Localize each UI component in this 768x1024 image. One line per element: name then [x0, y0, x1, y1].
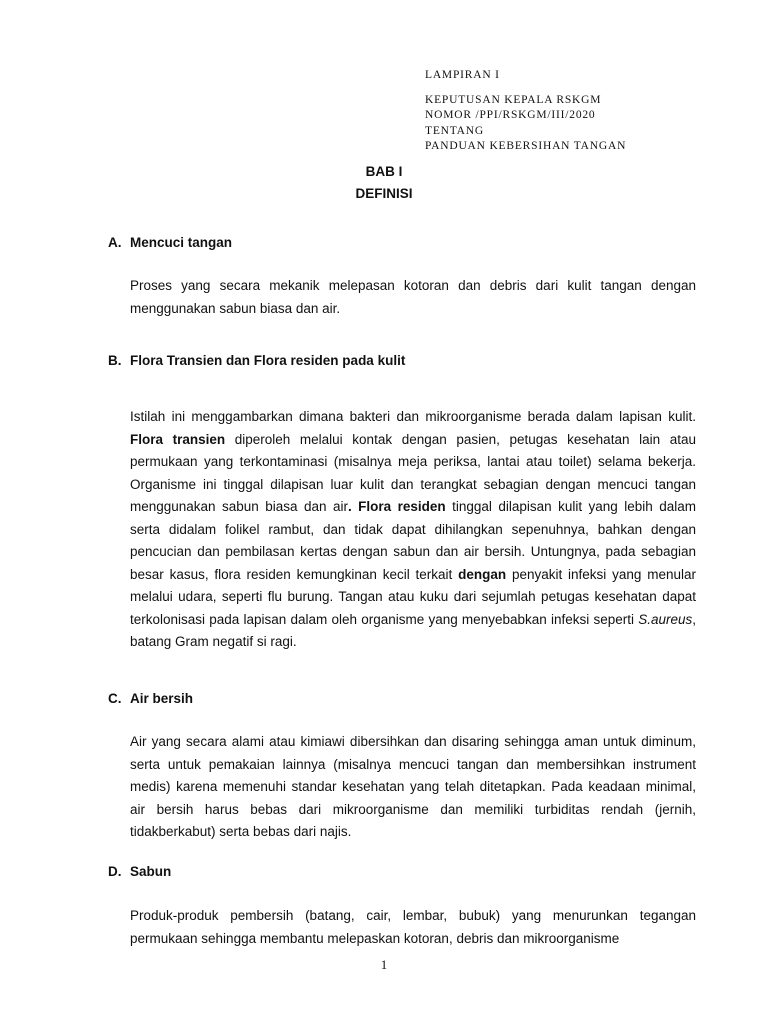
- section-b-letter: B.: [108, 353, 122, 368]
- header-subject: PANDUAN KEBERSIHAN TANGAN: [425, 140, 627, 152]
- section-b-paragraph: [130, 406, 696, 654]
- section-d-text: Produk-produk pembersih (batang, cair, lembar, bubuk) yang menurunkan tegangan permukaan sehingga membantu melepaskan kotoran, debris dan mikroorganisme: [130, 908, 696, 946]
- bold-dengan: dengan: [458, 566, 507, 582]
- chapter-title: DEFINISI: [355, 186, 413, 201]
- section-a-title: Mencuci tangan: [130, 235, 233, 250]
- header-attachment: LAMPIRAN I: [425, 69, 500, 81]
- document-header: [425, 68, 626, 155]
- section-a-paragraph: [130, 275, 696, 320]
- section-b-text-5: , batang Gram negatif si ragi.: [130, 611, 696, 649]
- header-about: TENTANG: [425, 124, 484, 137]
- page-number: 1: [380, 957, 388, 972]
- section-c-heading: [108, 691, 193, 706]
- section-a-text: Proses yang secara mekanik melepasan kotoran dan debris dari kulit tangan dengan menggunakan sabun biasa dan air.: [130, 278, 696, 316]
- section-d-heading: [108, 864, 171, 879]
- section-c-paragraph: [130, 731, 696, 844]
- header-decree: KEPUTUSAN KEPALA RSKGM: [425, 93, 602, 106]
- section-b-title: Flora Transien dan Flora residen pada kulit: [130, 353, 406, 368]
- header-number: NOMOR /PPI/RSKGM/III/2020: [425, 109, 596, 121]
- section-c-text: Air yang secara alami atau kimiawi dibersihkan dan disaring sehingga aman untuk diminum, serta untuk pemakaian lainnya (misalnya mencuci tangan dan membersihkan instrument medis) karena memenuhi standar kesehatan yang telah ditetapkan. Pada keadaan minimal, air bersih harus bebas dari mikroorganisme dan memiliki turbiditas rendah (jernih, tidakberkabut) serta bebas dari najis.: [130, 734, 696, 839]
- section-c-title: Air bersih: [130, 691, 194, 706]
- section-a-heading: [108, 235, 232, 250]
- section-d-paragraph: [130, 905, 696, 950]
- section-c-letter: C.: [108, 691, 122, 706]
- section-a-letter: A.: [108, 235, 122, 250]
- section-b-text-1: Istilah ini menggambarkan dimana bakteri dan mikroorganisme berada dalam lapisan kulit.: [130, 409, 696, 424]
- saureus-term: S.aureus: [638, 611, 693, 627]
- section-d-letter: D.: [108, 864, 122, 879]
- flora-residen-term: . Flora residen: [347, 499, 446, 514]
- section-b-heading: [108, 353, 405, 368]
- chapter-number: BAB I: [365, 164, 403, 179]
- flora-transien-term: Flora transien: [130, 431, 226, 447]
- section-b-text-4: penyakit infeksi yang menular melalui udara, seperti flu burung. Tangan atau kuku dari sejumlah petugas kesehatan dapat terkolonisasi pada lapisan dalam oleh organisme yang menyebabkan infeksi seperti: [130, 566, 696, 627]
- section-d-title: Sabun: [130, 864, 172, 879]
- section-b-text-2: diperoleh melalui kontak dengan pasien, petugas kesehatan lain atau permukaan yang terkontaminasi (misalnya meja periksa, lantai atau toilet) selama bekerja. Organisme ini tinggal dilapisan luar kulit dan terangkat sebagian dengan mencuci tangan menggunakan sabun biasa dan air: [130, 431, 696, 514]
- section-b-text-3: tinggal dilapisan kulit yang lebih dalam serta didalam folikel rambut, dan tidak dapat dihilangkan sepenuhnya, bahkan dengan pencucian dan pembilasan kertas dengan sabun dan air bersih. Untungnya, pada sebagian besar kasus, flora residen kemungkinan kecil terkait: [130, 499, 697, 582]
